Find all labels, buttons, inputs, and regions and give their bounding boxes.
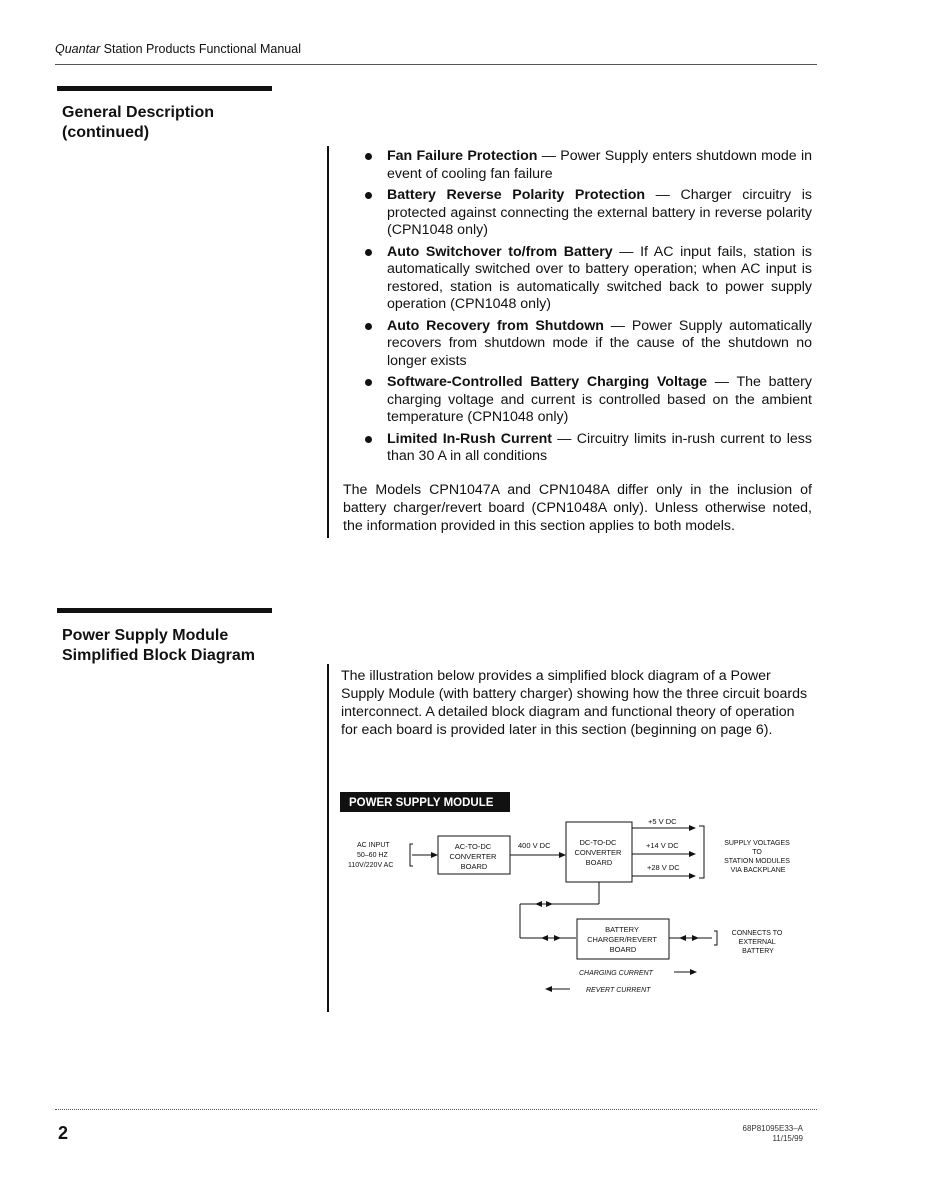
out-14v-label: +14 V DC <box>646 841 679 850</box>
battery-note: CONNECTS TO EXTERNAL BATTERY <box>731 930 783 955</box>
models-paragraph: The Models CPN1047A and CPN1048A differ only in the inclusion of battery charger/revert board (CPN1048A only). Unless otherwise noted, the information provided in this section applies to both models. <box>343 482 812 534</box>
doc-date: 11/15/99 <box>772 1134 803 1143</box>
margin-rule <box>327 664 329 1012</box>
module-label: POWER SUPPLY MODULE <box>349 797 494 809</box>
margin-rule <box>327 146 329 538</box>
list-item <box>360 431 812 466</box>
bullet-icon <box>365 323 372 330</box>
bullet-icon <box>365 153 372 160</box>
out-28v-label: +28 V DC <box>647 863 680 872</box>
item-text: — Charger circuitry is protected against connecting the external battery in reverse polarity (CPN1048 only) <box>387 187 812 238</box>
header-rule <box>55 64 817 65</box>
list-item <box>360 318 812 371</box>
outputs-bracket <box>699 826 704 878</box>
item-text: — Power Supply enters shutdown mode in event of cooling fan failure <box>387 148 812 182</box>
item-title: Software-Controlled Battery Charging Voltage <box>387 374 708 390</box>
battery-bracket <box>714 931 717 945</box>
feature-list <box>360 148 812 470</box>
ac-input-label: AC INPUT 50–60 HZ 110V/220V AC <box>348 842 394 869</box>
bullet-icon <box>365 379 372 386</box>
ac-dc-board-label: AC-TO-DC CONVERTER BOARD <box>449 842 497 871</box>
doc-code <box>700 1124 803 1144</box>
section-bar <box>57 86 272 91</box>
list-item <box>360 244 812 314</box>
section-title-line: (continued) <box>62 124 150 141</box>
bullet-icon <box>365 192 372 199</box>
dc-link-label: 400 V DC <box>518 841 551 850</box>
item-title: Fan Failure Protection <box>387 148 538 164</box>
list-item <box>360 187 812 240</box>
section-title-block-diagram <box>62 626 255 666</box>
footer-rule <box>55 1109 817 1110</box>
section-title-general-description <box>62 103 214 143</box>
doc-number: 68P81095E33–A <box>742 1124 803 1133</box>
item-text: — Circuitry limits in-rush current to less than 30 A in all conditions <box>387 430 812 464</box>
section-bar <box>57 608 272 613</box>
running-header <box>55 42 301 56</box>
item-title: Limited In-Rush Current <box>387 430 553 447</box>
bullet-icon <box>365 436 372 443</box>
out-5v-label: +5 V DC <box>648 817 677 826</box>
section-title-line: Simplified Block Diagram <box>62 647 255 664</box>
header-brand: Quantar <box>55 42 101 56</box>
section-title-line: General Description <box>62 104 215 121</box>
legend-revert-label: REVERT CURRENT <box>586 987 651 994</box>
section-title-line: Power Supply Module <box>62 627 229 644</box>
charger-board-label: BATTERY CHARGER/REVERT BOARD <box>587 925 657 954</box>
item-title: Auto Recovery from Shutdown <box>387 317 604 334</box>
list-item <box>360 148 812 183</box>
header-title: Station Products Functional Manual <box>100 42 301 56</box>
list-item <box>360 374 812 427</box>
bullet-icon <box>365 249 372 256</box>
illustration-paragraph: The illustration below provides a simplified block diagram of a Power Supply Module (with battery charger) showing how the three circuit boards interconnect. A detailed block diagram and functional theory of operation for each board is provided later in this section (beginning on page 6). <box>341 668 808 738</box>
dc-dc-board-label: DC-TO-DC CONVERTER BOARD <box>574 838 622 867</box>
item-text: — Power Supply automatically recovers from shutdown mode if the cause of the shutdown no longer exists <box>387 317 812 369</box>
item-title: Battery Reverse Polarity Protection <box>387 187 646 203</box>
block-diagram <box>340 790 810 1000</box>
supply-note: SUPPLY VOLTAGES TO STATION MODULES VIA BACKPLANE <box>724 840 790 874</box>
item-text: — If AC input fails, station is automatically switched over to battery operation; when AC input is restored, station is automatically switched back to power supply operation (CPN1048 only) <box>387 243 812 312</box>
legend-charging-label: CHARGING CURRENT <box>579 970 653 977</box>
item-title: Auto Switchover to/from Battery <box>387 243 613 260</box>
page-number: 2 <box>58 1123 69 1143</box>
item-text: — The battery charging voltage and current is controlled based on the ambient temperature (CPN1048 only) <box>387 374 812 425</box>
